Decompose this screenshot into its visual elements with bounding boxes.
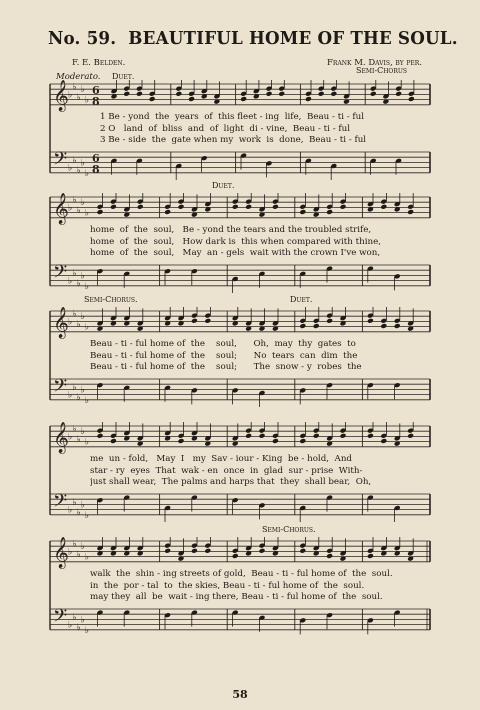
flat-icon: ♭ bbox=[72, 82, 77, 93]
lyric-line-verse-1: 1 Be - yond the years of this fleet - ing life, Beau - ti - ful bbox=[100, 112, 365, 122]
flat-icon: ♭ bbox=[84, 395, 90, 406]
flat-icon: ♭ bbox=[84, 510, 90, 521]
note-head bbox=[318, 91, 325, 97]
flat-icon: ♭ bbox=[72, 424, 77, 435]
note-head bbox=[326, 318, 333, 324]
bass-staff bbox=[50, 379, 430, 400]
treble-clef-icon: 𝄞 bbox=[53, 307, 69, 338]
flat-icon: ♭ bbox=[80, 312, 85, 323]
flat-icon: ♭ bbox=[72, 497, 77, 508]
lyric-line-verse-2: home of the soul, How dark is this when compared with thine, bbox=[90, 236, 381, 247]
flat-icon: ♭ bbox=[76, 93, 81, 103]
note-head bbox=[232, 553, 239, 559]
flat-icon: ♭ bbox=[68, 390, 73, 401]
flat-icon: ♭ bbox=[76, 320, 81, 330]
flat-icon: ♭ bbox=[84, 625, 90, 636]
lyric-line-verse-3: 3 Be - side the gate when my work is done, Beau - ti - ful bbox=[100, 135, 367, 145]
flat-icon: ♭ bbox=[68, 276, 73, 287]
flat-icon: ♭ bbox=[72, 268, 77, 279]
flat-icon: ♭ bbox=[76, 435, 81, 445]
section-label: Duet. bbox=[290, 295, 313, 304]
bass-clef-icon: 𝄢 bbox=[53, 491, 68, 516]
flat-icon: ♭ bbox=[80, 615, 85, 626]
note-head bbox=[97, 209, 104, 215]
note-head bbox=[232, 204, 239, 210]
flat-icon: ♭ bbox=[84, 322, 90, 333]
time-signature: 8 bbox=[92, 95, 100, 108]
note-head bbox=[408, 96, 415, 102]
note-head bbox=[97, 433, 104, 439]
flat-icon: ♭ bbox=[80, 158, 85, 169]
note-head bbox=[407, 209, 414, 215]
flat-icon: ♭ bbox=[72, 382, 77, 393]
semi-chorus-marking-top: Semi-Chorus bbox=[356, 66, 408, 75]
note-head bbox=[370, 91, 377, 97]
flat-icon: ♭ bbox=[76, 550, 81, 560]
note-head bbox=[380, 438, 387, 444]
lyrics-block bbox=[90, 454, 435, 489]
flat-icon: ♭ bbox=[76, 279, 81, 290]
note-head bbox=[380, 323, 387, 329]
flat-icon: ♭ bbox=[76, 393, 81, 404]
flat-icon: ♭ bbox=[80, 85, 85, 96]
flat-icon: ♭ bbox=[72, 155, 77, 166]
note-head bbox=[313, 323, 320, 329]
note-head bbox=[367, 318, 374, 324]
flat-icon: ♭ bbox=[68, 203, 73, 214]
section-label: Duet. bbox=[212, 181, 235, 190]
hymn-title-line bbox=[48, 28, 458, 49]
note-head bbox=[299, 438, 306, 444]
flat-icon: ♭ bbox=[80, 500, 85, 511]
lyrics-block bbox=[90, 339, 435, 374]
flat-icon: ♭ bbox=[84, 95, 90, 106]
note-head bbox=[123, 91, 130, 97]
note-head bbox=[245, 433, 252, 439]
note-head bbox=[245, 204, 252, 210]
flat-icon: ♭ bbox=[76, 623, 81, 634]
note-head bbox=[340, 433, 347, 439]
note-head bbox=[240, 96, 247, 102]
note-head bbox=[110, 204, 117, 210]
lyric-line-verse-3: may they all be wait - ing there, Beau - ti - ful home of the soul. bbox=[90, 592, 383, 602]
treble-clef-icon: 𝄞 bbox=[53, 537, 69, 568]
note-head bbox=[394, 323, 401, 329]
lyrics-block bbox=[100, 112, 430, 147]
flat-icon: ♭ bbox=[84, 208, 90, 219]
flat-icon: ♭ bbox=[84, 281, 90, 292]
note-head bbox=[259, 548, 266, 554]
note-head bbox=[266, 91, 273, 97]
note-head bbox=[188, 96, 195, 102]
flat-icon: ♭ bbox=[80, 542, 85, 553]
lyricist-credit: F. E. Belden. bbox=[72, 58, 126, 68]
flat-icon: ♭ bbox=[76, 508, 81, 519]
note-head bbox=[326, 553, 333, 559]
note-head bbox=[367, 433, 374, 439]
note-head bbox=[164, 209, 171, 215]
note-head bbox=[407, 433, 414, 439]
flat-icon: ♭ bbox=[68, 432, 73, 443]
time-signature: 6 bbox=[92, 152, 100, 165]
note-head bbox=[380, 204, 387, 210]
flat-icon: ♭ bbox=[72, 195, 77, 206]
note-head bbox=[191, 318, 198, 324]
bass-clef-icon: 𝄢 bbox=[53, 606, 68, 631]
flat-icon: ♭ bbox=[84, 168, 90, 179]
section-label: Semi-Chorus. bbox=[262, 525, 316, 534]
lyrics-block bbox=[90, 225, 435, 260]
lyrics-block bbox=[90, 569, 435, 604]
duet-marking-top: Duet. bbox=[112, 72, 135, 81]
note-head bbox=[204, 318, 211, 324]
note-head bbox=[137, 204, 144, 210]
note-head bbox=[178, 438, 185, 444]
time-signature: 8 bbox=[92, 163, 100, 176]
flat-icon: ♭ bbox=[80, 198, 85, 209]
lyric-line-verse-1: walk the shin - ing streets of gold, Beau - ti - ful home of the soul. bbox=[90, 569, 393, 579]
note-head bbox=[367, 553, 374, 559]
flat-icon: ♭ bbox=[80, 427, 85, 438]
lyric-line-verse-3: just shall wear, The palms and harps that they shall bear, Oh, bbox=[90, 477, 372, 487]
note-head bbox=[395, 91, 402, 97]
note-head bbox=[278, 91, 285, 97]
bass-clef-icon: 𝄢 bbox=[53, 262, 68, 287]
page-number: 58 bbox=[232, 688, 248, 701]
flat-icon: ♭ bbox=[80, 271, 85, 282]
lyric-line-verse-1: home of the soul, Be - yond the tears and the troubled strife, bbox=[90, 225, 372, 235]
flat-icon: ♭ bbox=[68, 163, 73, 174]
flat-icon: ♭ bbox=[84, 437, 90, 448]
flat-icon: ♭ bbox=[68, 620, 73, 631]
treble-clef-icon: 𝄞 bbox=[53, 80, 69, 111]
note-head bbox=[313, 433, 320, 439]
flat-icon: ♭ bbox=[68, 90, 73, 101]
note-head bbox=[340, 204, 347, 210]
lyric-line-verse-1: Beau - ti - ful home of the soul, Oh, may thy gates to bbox=[90, 339, 356, 349]
lyric-line-verse-1: me un - fold, May I my Sav - iour - King be - hold, And bbox=[90, 454, 352, 464]
flat-icon: ♭ bbox=[76, 206, 81, 216]
flat-icon: ♭ bbox=[68, 547, 73, 558]
bass-clef-icon: 𝄢 bbox=[53, 149, 68, 174]
flat-icon: ♭ bbox=[72, 539, 77, 550]
lyric-line-verse-3: home of the soul, May an - gels wait with the crown I've won, bbox=[90, 248, 381, 258]
lyric-line-verse-3: Beau - ti - ful home of the soul; The snow - y robes the bbox=[90, 362, 362, 372]
treble-clef-icon: 𝄞 bbox=[53, 193, 69, 224]
note-head bbox=[136, 91, 143, 97]
bass-clef-icon: 𝄢 bbox=[53, 376, 68, 401]
lyric-line-verse-2: in the por - tal to the skies, Beau - ti - ful home of the soul. bbox=[90, 580, 365, 591]
flat-icon: ♭ bbox=[80, 385, 85, 396]
section-label: Semi-Chorus. bbox=[84, 295, 138, 304]
hymn-title: BEAUTIFUL HOME OF THE SOUL. bbox=[128, 28, 458, 49]
flat-icon: ♭ bbox=[72, 309, 77, 320]
note-head bbox=[259, 433, 266, 439]
flat-icon: ♭ bbox=[68, 317, 73, 328]
note-head bbox=[204, 548, 211, 554]
flat-icon: ♭ bbox=[84, 552, 90, 563]
note-head bbox=[178, 204, 185, 210]
note-head bbox=[330, 91, 337, 97]
note-head bbox=[164, 548, 171, 554]
lyric-line-verse-2: 2 O land of bliss and of light di - vine, Beau - ti - ful bbox=[100, 123, 350, 134]
note-head bbox=[191, 548, 198, 554]
note-head bbox=[299, 548, 306, 554]
lyric-line-verse-2: Beau - ti - ful home of the soul; No tears can dim the bbox=[90, 350, 358, 361]
note-head bbox=[299, 323, 306, 329]
note-head bbox=[272, 204, 279, 210]
flat-icon: ♭ bbox=[72, 612, 77, 623]
note-head bbox=[299, 209, 306, 215]
note-head bbox=[272, 438, 279, 444]
flat-icon: ♭ bbox=[76, 166, 81, 177]
note-head bbox=[110, 438, 117, 444]
composer-credit: Frank M. Davis, by per. bbox=[327, 58, 422, 68]
hymn-number: No. 59. bbox=[48, 28, 117, 49]
time-signature: 6 bbox=[92, 84, 100, 97]
note-head bbox=[175, 91, 182, 97]
note-head bbox=[326, 209, 333, 215]
flat-icon: ♭ bbox=[68, 505, 73, 516]
note-head bbox=[305, 96, 312, 102]
tempo-marking: Moderato. bbox=[56, 72, 101, 82]
lyric-line-verse-2: star - ry eyes That wak - en once in glad sur - prise With- bbox=[90, 465, 363, 476]
treble-clef-icon: 𝄞 bbox=[53, 422, 69, 453]
note-head bbox=[149, 96, 156, 102]
